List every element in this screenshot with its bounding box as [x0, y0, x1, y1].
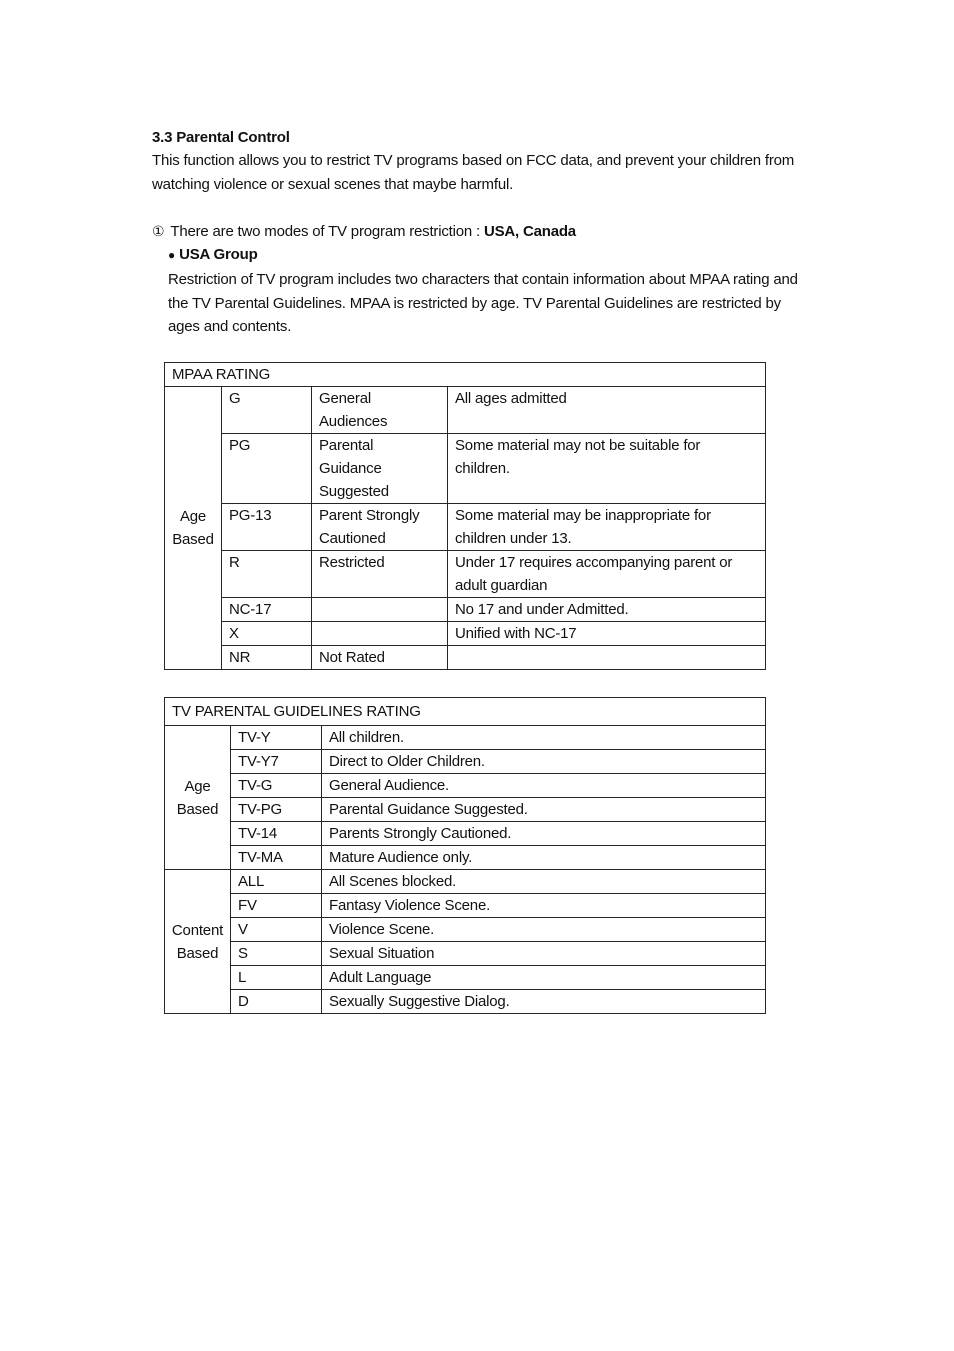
rating-description: Direct to Older Children.: [322, 750, 766, 774]
table-row: [165, 434, 766, 504]
rating-code: TV-G: [231, 774, 322, 798]
rating-name: Parent Strongly Cautioned: [312, 504, 448, 551]
table-row: [165, 846, 766, 870]
rating-description: Unified with NC-17: [448, 622, 766, 646]
table-row: [165, 822, 766, 846]
intro-paragraph: This function allows you to restrict TV programs based on FCC data, and prevent your children from watching violence or sexual scenes that maybe harmful.: [152, 152, 795, 193]
rating-code: G: [222, 387, 312, 434]
mpaa-table-header-row: [165, 363, 766, 387]
rating-name: Restricted: [312, 551, 448, 598]
rating-description: All children.: [322, 726, 766, 750]
mpaa-rating-table: [164, 362, 766, 670]
bullet-icon: ●: [168, 248, 176, 262]
table-row: [165, 504, 766, 551]
rating-description: Some material may be inappropriate for children under 13.: [448, 504, 766, 551]
table-row: [165, 726, 766, 750]
rating-name: [312, 622, 448, 646]
modes-text: There are two modes of TV program restriction :: [170, 223, 484, 240]
rating-description: [448, 646, 766, 670]
rating-name: Parental Guidance Suggested: [312, 434, 448, 504]
table-row: [165, 387, 766, 434]
mpaa-group-label: Age Based: [165, 387, 222, 670]
table-row: [165, 622, 766, 646]
rating-code: NC-17: [222, 598, 312, 622]
rating-description: Sexually Suggestive Dialog.: [322, 990, 766, 1014]
table-row: [165, 966, 766, 990]
rating-code: PG-13: [222, 504, 312, 551]
rating-description: All ages admitted: [448, 387, 766, 434]
rating-code: L: [231, 966, 322, 990]
table-row: [165, 870, 766, 894]
rating-code: TV-Y: [231, 726, 322, 750]
group-paragraph: Restriction of TV program includes two characters that contain information about MPAA rating and the TV Parental Guidelines. MPAA is restricted by age. TV Parental Guidelines are restricted by ages and contents.: [168, 271, 798, 335]
table-row: [165, 750, 766, 774]
rating-description: Mature Audience only.: [322, 846, 766, 870]
tvpg-table-title: TV PARENTAL GUIDELINES RATING: [165, 698, 766, 726]
rating-description: Sexual Situation: [322, 942, 766, 966]
rating-name: [312, 598, 448, 622]
rating-name: Not Rated: [312, 646, 448, 670]
modes-values: USA, Canada: [483, 223, 576, 240]
rating-code: ALL: [231, 870, 322, 894]
rating-code: TV-Y7: [231, 750, 322, 774]
tvpg-content-group-label: Content Based: [165, 870, 231, 1014]
rating-code: TV-PG: [231, 798, 322, 822]
table-row: [165, 598, 766, 622]
rating-code: TV-MA: [231, 846, 322, 870]
group-title: [168, 243, 258, 267]
table-row: [165, 990, 766, 1014]
rating-code: D: [231, 990, 322, 1014]
rating-description: Parental Guidance Suggested.: [322, 798, 766, 822]
rating-description: General Audience.: [322, 774, 766, 798]
rating-code: S: [231, 942, 322, 966]
modes-line: [152, 220, 576, 244]
rating-description: Violence Scene.: [322, 918, 766, 942]
rating-description: Adult Language: [322, 966, 766, 990]
table-row: [165, 798, 766, 822]
table-row: [165, 551, 766, 598]
circled-one-marker: ①: [152, 224, 165, 240]
rating-name: General Audiences: [312, 387, 448, 434]
rating-code: TV-14: [231, 822, 322, 846]
rating-code: X: [222, 622, 312, 646]
table-row: [165, 646, 766, 670]
rating-description: All Scenes blocked.: [322, 870, 766, 894]
rating-code: PG: [222, 434, 312, 504]
rating-code: NR: [222, 646, 312, 670]
rating-description: Fantasy Violence Scene.: [322, 894, 766, 918]
rating-description: Parents Strongly Cautioned.: [322, 822, 766, 846]
table-row: [165, 942, 766, 966]
section-heading: 3.3 Parental Control: [152, 129, 290, 146]
tvpg-age-group-label: Age Based: [165, 726, 231, 870]
rating-code: V: [231, 918, 322, 942]
rating-code: R: [222, 551, 312, 598]
tvpg-table-header-row: [165, 698, 766, 726]
table-row: [165, 774, 766, 798]
rating-description: Under 17 requires accompanying parent or adult guardian: [448, 551, 766, 598]
group-title-text: USA Group: [179, 246, 258, 263]
mpaa-table-title: MPAA RATING: [165, 363, 766, 387]
table-row: [165, 918, 766, 942]
rating-description: No 17 and under Admitted.: [448, 598, 766, 622]
tv-parental-guidelines-table: [164, 697, 766, 1014]
rating-code: FV: [231, 894, 322, 918]
rating-description: Some material may not be suitable for children.: [448, 434, 766, 504]
table-row: [165, 894, 766, 918]
